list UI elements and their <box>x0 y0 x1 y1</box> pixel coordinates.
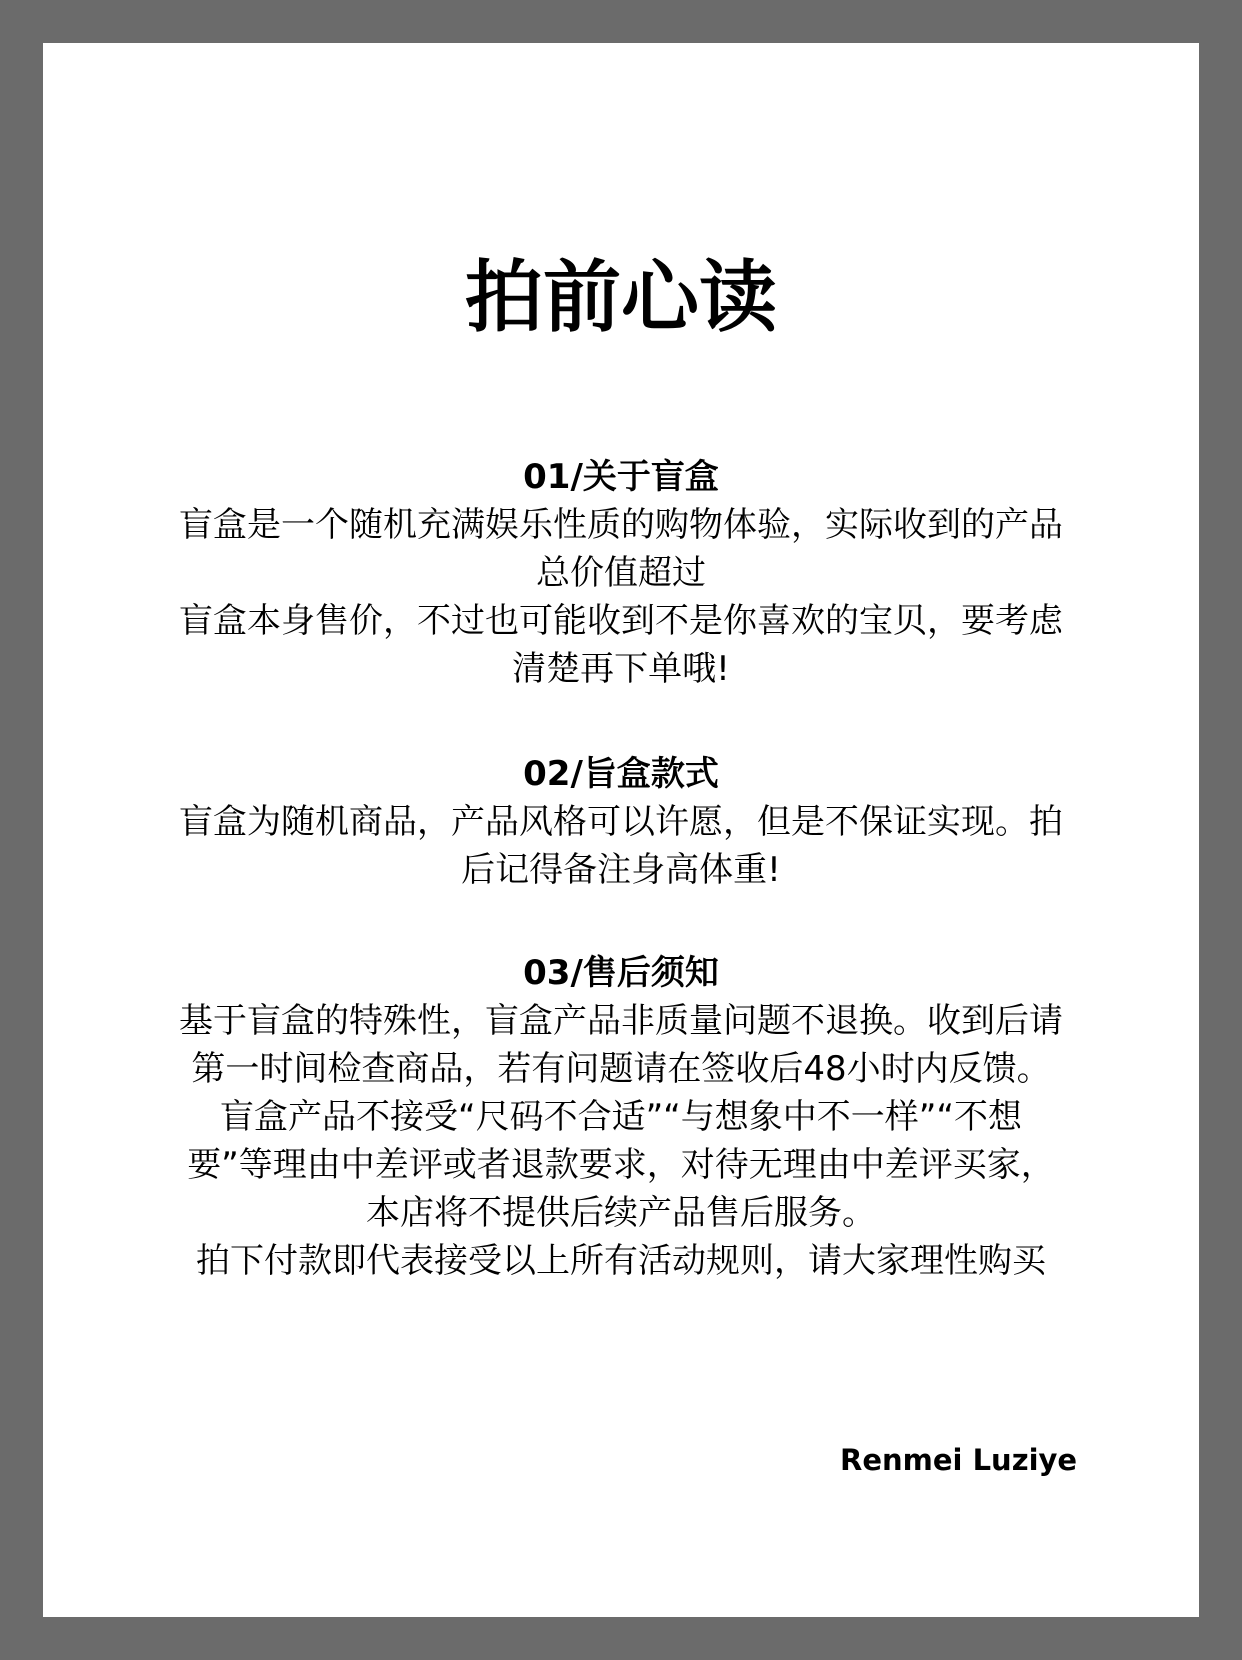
section-line: 拍下付款即代表接受以上所有活动规则，请大家理性购买 <box>196 1241 1046 1281</box>
section-after-sales <box>83 949 1159 1285</box>
section-heading <box>83 453 1159 501</box>
section-line: 本店将不提供后续产品售后服务。 <box>366 1193 876 1233</box>
section-line: 要”等理由中差评或者退款要求，对待无理由中差评买家， <box>187 1145 1055 1185</box>
notice-sheet <box>43 43 1199 1617</box>
section-line: 后记得备注身高体重! <box>461 850 781 890</box>
section-line: 清楚再下单哦! <box>512 649 730 689</box>
section-line: 基于盲盒的特殊性，盲盒产品非质量问题不退换。收到后请 <box>179 1001 1063 1041</box>
section-line: 总价值超过 <box>536 553 706 593</box>
section-about-blind-box <box>83 453 1159 693</box>
section-box-style <box>83 750 1159 894</box>
section-heading <box>83 949 1159 997</box>
section-number: 02/ <box>523 754 583 794</box>
brand-signature: Renmei Luziye <box>840 1443 1078 1477</box>
page-title: 拍前心读 <box>464 253 777 343</box>
section-line: 盲盒为随机商品，产品风格可以许愿，但是不保证实现。拍 <box>179 802 1063 842</box>
section-line: 盲盒是一个随机充满娱乐性质的购物体验，实际收到的产品 <box>179 505 1063 545</box>
section-heading-text: 关于盲盒 <box>582 457 719 497</box>
section-heading <box>83 750 1159 798</box>
section-heading-text: 旨盒款式 <box>582 754 719 794</box>
section-heading-text: 售后须知 <box>582 953 719 993</box>
section-line: 第一时间检查商品，若有问题请在签收后48小时内反馈。 <box>191 1049 1051 1089</box>
section-number: 03/ <box>523 953 583 993</box>
section-number: 01/ <box>523 457 583 497</box>
section-line: 盲盒产品不接受“尺码不合适”“与想象中不一样”“不想 <box>219 1097 1023 1137</box>
section-line: 盲盒本身售价，不过也可能收到不是你喜欢的宝贝，要考虑 <box>179 601 1063 641</box>
